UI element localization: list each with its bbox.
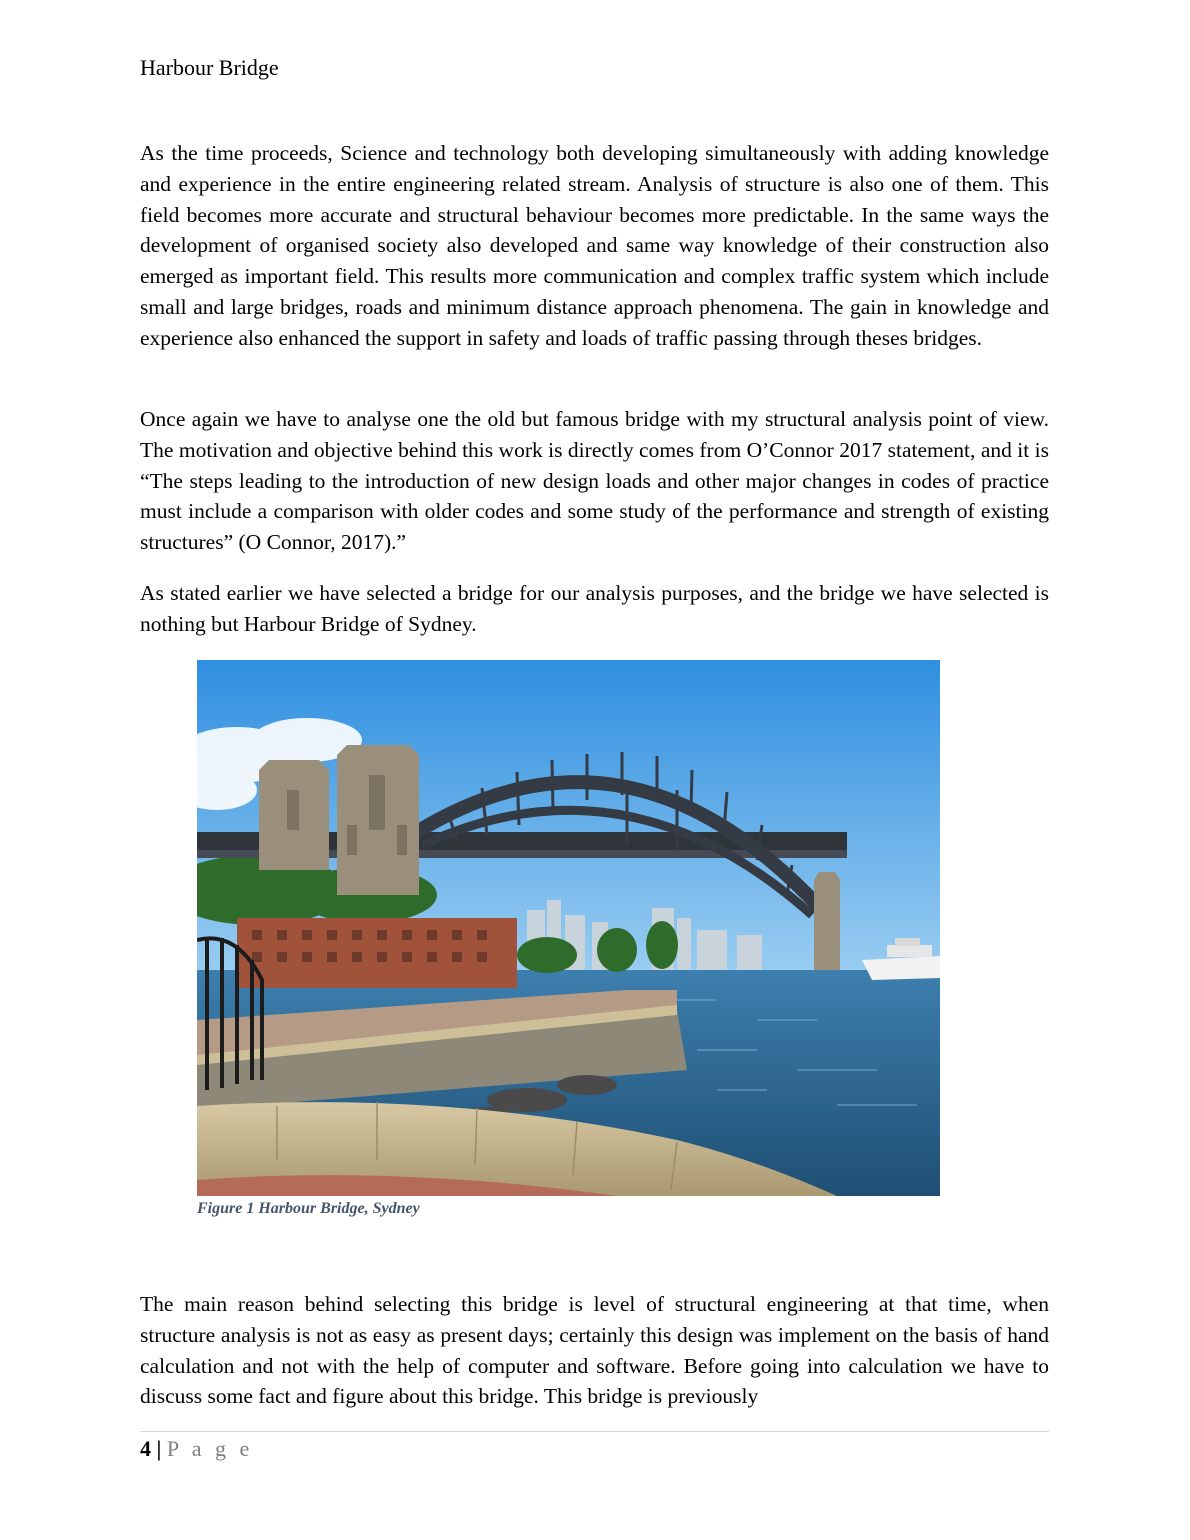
page-number: 4	[140, 1436, 151, 1461]
page-label: P a g e	[166, 1436, 254, 1461]
waterfront-buildings	[237, 918, 517, 988]
harbour-bridge-photo	[197, 660, 940, 1196]
page-footer	[140, 1436, 253, 1462]
paragraph-reason: The main reason behind selecting this bridge is level of structural engineering at that time, when structure analysis is not as easy as present days; certainly this design was implement on the basis of hand calculation and not with the help of computer and software. Before going into calculation we have to discuss some fact and figure about this bridge. This bridge is previously	[140, 1292, 1049, 1409]
paragraph-intro: As the time proceeds, Science and technology both developing simultaneously with adding knowledge and experience in the entire engineering related stream. Analysis of structure is also one of them. This field becomes more accurate and structural behaviour becomes more predictable. In the same ways the development of organised society also developed and same way knowledge of their construction also emerged as important field. This results more communication and complex traffic system which include small and large bridges, roads and minimum distance approach phenomena. The gain in knowledge and experience also enhanced the support in safety and loads of traffic passing through theses bridges.	[140, 141, 1049, 350]
page-separator: |	[156, 1436, 162, 1461]
paragraph-selection: As stated earlier we have selected a bridge for our analysis purposes, and the bridge we have selected is nothing but Harbour Bridge of Sydney.	[140, 581, 1049, 636]
footer-divider	[140, 1431, 1049, 1432]
figure-caption: Figure 1 Harbour Bridge, Sydney	[197, 1200, 420, 1217]
paragraph-motivation: Once again we have to analyse one the old but famous bridge with my structural analysis point of view. The motivation and objective behind this work is directly comes from O’Connor 2017 statement, and it is “The steps leading to the introduction of new design loads and other major changes in codes of practice must include a comparison with older codes and some study of the performance and strength of existing structures” (O Connor, 2017).”	[140, 407, 1049, 555]
page-header: Harbour Bridge	[140, 55, 279, 80]
